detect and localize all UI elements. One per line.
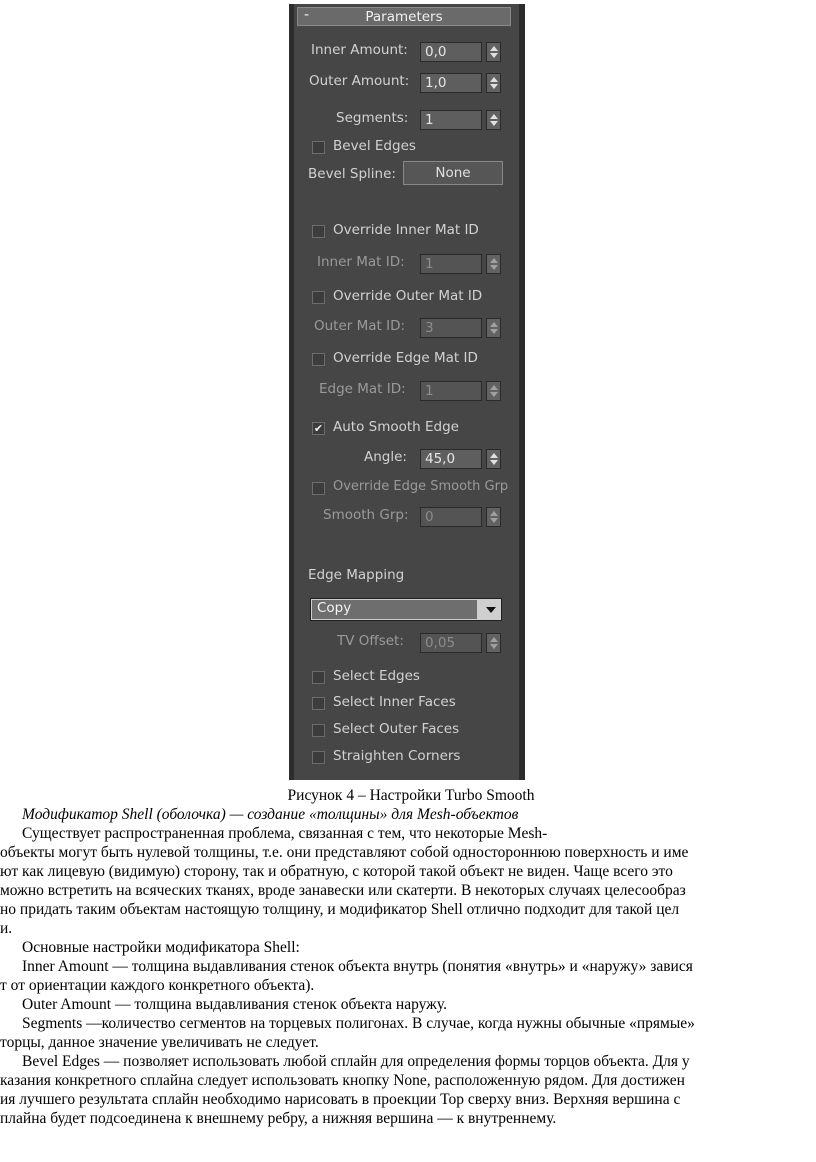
parameters-rollout-header[interactable] xyxy=(297,7,511,26)
spinner-down-icon xyxy=(490,329,498,334)
figure-caption: Рисунок 4 – Настройки Turbo Smooth xyxy=(287,787,535,804)
inner-amount-spinner[interactable] xyxy=(486,42,501,62)
spinner-down-icon xyxy=(490,518,498,523)
select-inner-faces-label: Select Inner Faces xyxy=(333,694,456,710)
rollout-title: Parameters xyxy=(365,9,443,25)
edge-mat-id-input[interactable]: 1 xyxy=(420,381,482,401)
outer-mat-id-label: Outer Mat ID: xyxy=(314,318,406,334)
bevel-spline-label: Bevel Spline: xyxy=(308,166,396,182)
spinner-down-icon xyxy=(490,121,498,126)
outer-mat-id-spinner[interactable] xyxy=(486,318,501,338)
override-outer-mat-id-checkbox[interactable] xyxy=(312,291,325,304)
paragraph-line: и. xyxy=(0,920,13,937)
spinner-up-icon xyxy=(490,46,498,51)
section-heading: Модификатор Shell (оболочка) — создание «толщины» для Mesh-объектов xyxy=(22,806,519,823)
paragraph-line: Segments —количество сегментов на торцевых полигонах. В случае, когда нужны обычные «прямые» xyxy=(22,1015,695,1032)
paragraph-line: ия лучшего результата сплайн необходимо нарисовать в проекции Top сверху вниз. Верхняя вершина с xyxy=(0,1091,681,1108)
angle-input[interactable]: 45,0 xyxy=(420,449,482,469)
override-edge-smooth-grp-checkbox[interactable] xyxy=(312,482,325,495)
select-edges-checkbox[interactable] xyxy=(312,671,325,684)
paragraph-line: плайна будет подсоединена к внешнему ребру, а нижняя вершина — к внутреннему. xyxy=(0,1110,557,1127)
override-inner-mat-id-label: Override Inner Mat ID xyxy=(333,222,479,238)
auto-smooth-edge-label: Auto Smooth Edge xyxy=(333,419,459,435)
select-outer-faces-label: Select Outer Faces xyxy=(333,721,460,737)
shell-parameters-panel xyxy=(289,4,525,780)
spinner-up-icon xyxy=(490,258,498,263)
collapse-icon[interactable]: - xyxy=(304,7,310,23)
chevron-down-icon[interactable] xyxy=(486,607,496,613)
inner-mat-id-spinner[interactable] xyxy=(486,254,501,274)
paragraph-line: казания конкретного сплайна следует использовать кнопку None, расположенную рядом. Для достижен xyxy=(0,1072,685,1089)
spinner-up-icon xyxy=(490,453,498,458)
angle-spinner[interactable] xyxy=(486,449,501,469)
outer-mat-id-input[interactable]: 3 xyxy=(420,318,482,338)
spinner-up-icon xyxy=(490,637,498,642)
paragraph-line: торцы, данное значение увеличивать не следует. xyxy=(0,1034,319,1051)
bevel-edges-checkbox[interactable] xyxy=(312,141,325,154)
paragraph-line: Bevel Edges — позволяет использовать любой сплайн для определения формы торцов объекта. Для у xyxy=(22,1053,690,1070)
spinner-down-icon xyxy=(490,53,498,58)
select-outer-faces-checkbox[interactable] xyxy=(312,724,325,737)
paragraph-line: Inner Amount — толщина выдавливания стенок объекта внутрь (понятия «внутрь» и «наружу» завися xyxy=(22,958,693,975)
paragraph-line: т от ориентации каждого конкретного объекта). xyxy=(0,977,315,994)
select-inner-faces-checkbox[interactable] xyxy=(312,697,325,710)
override-edge-mat-id-checkbox[interactable] xyxy=(312,353,325,366)
outer-amount-spinner[interactable] xyxy=(486,73,501,93)
inner-amount-label: Inner Amount: xyxy=(311,42,408,58)
smooth-grp-spinner[interactable] xyxy=(486,507,501,527)
smooth-grp-input[interactable]: 0 xyxy=(420,507,482,527)
paragraph-line: Outer Amount — толщина выдавливания стенок объекта наружу. xyxy=(22,996,447,1013)
edge-mapping-label: Edge Mapping xyxy=(308,567,405,583)
spinner-down-icon xyxy=(490,84,498,89)
override-edge-smooth-grp-label: Override Edge Smooth Grp xyxy=(333,479,509,494)
segments-label: Segments: xyxy=(336,110,409,126)
inner-amount-input[interactable]: 0,0 xyxy=(420,42,482,62)
segments-input[interactable]: 1 xyxy=(420,110,482,130)
tv-offset-input[interactable]: 0,05 xyxy=(420,633,482,653)
bevel-spline-none-button[interactable]: None xyxy=(403,161,503,185)
outer-amount-input[interactable]: 1,0 xyxy=(420,73,482,93)
angle-label: Angle: xyxy=(364,449,407,465)
document-body xyxy=(0,786,816,1128)
smooth-grp-label: Smooth Grp: xyxy=(323,507,409,523)
inner-mat-id-label: Inner Mat ID: xyxy=(317,254,405,270)
straighten-corners-checkbox[interactable] xyxy=(312,751,325,764)
paragraph-line: но придать таким объектам настоящую толщину, и модификатор Shell отлично подходит для такой цел xyxy=(0,901,680,918)
spinner-down-icon xyxy=(490,644,498,649)
tv-offset-spinner[interactable] xyxy=(486,633,501,653)
override-edge-mat-id-label: Override Edge Mat ID xyxy=(333,350,478,366)
edge-mat-id-spinner[interactable] xyxy=(486,381,501,401)
edge-mapping-value: Copy xyxy=(312,600,477,619)
spinner-down-icon xyxy=(490,265,498,270)
override-inner-mat-id-checkbox[interactable] xyxy=(312,225,325,238)
inner-mat-id-input[interactable]: 1 xyxy=(420,254,482,274)
paragraph-line: объекты могут быть нулевой толщины, т.е. они представляют собой одностороннюю поверхность и име xyxy=(0,844,689,861)
select-edges-label: Select Edges xyxy=(333,668,420,684)
spinner-up-icon xyxy=(490,114,498,119)
spinner-up-icon xyxy=(490,385,498,390)
paragraph-line: можно встретить на всяческих тканях, вроде занавески или скатерти. В некоторых случаях целесообраз xyxy=(0,882,686,899)
panel-left-border xyxy=(289,4,294,780)
paragraph-line: Основные настройки модификатора Shell: xyxy=(22,939,300,956)
outer-amount-label: Outer Amount: xyxy=(309,73,410,89)
straighten-corners-label: Straighten Corners xyxy=(333,748,461,764)
paragraph-line: ют как лицевую (видимую) сторону, так и обратную, с которой такой объект не виден. Чаще всего это xyxy=(0,863,673,880)
segments-spinner[interactable] xyxy=(486,110,501,130)
auto-smooth-edge-checkbox[interactable]: ✔ xyxy=(313,422,324,435)
spinner-up-icon xyxy=(490,322,498,327)
panel-scrollbar[interactable] xyxy=(519,4,525,780)
edge-mapping-dropdown[interactable] xyxy=(310,598,502,621)
spinner-down-icon xyxy=(490,392,498,397)
paragraph-line: Существует распространенная проблема, связанная с тем, что некоторые Mesh- xyxy=(22,825,548,842)
edge-mat-id-label: Edge Mat ID: xyxy=(319,381,406,397)
tv-offset-label: TV Offset: xyxy=(337,633,404,649)
spinner-up-icon xyxy=(490,77,498,82)
spinner-up-icon xyxy=(490,511,498,516)
bevel-edges-label: Bevel Edges xyxy=(333,138,416,154)
spinner-down-icon xyxy=(490,460,498,465)
override-outer-mat-id-label: Override Outer Mat ID xyxy=(333,288,483,304)
